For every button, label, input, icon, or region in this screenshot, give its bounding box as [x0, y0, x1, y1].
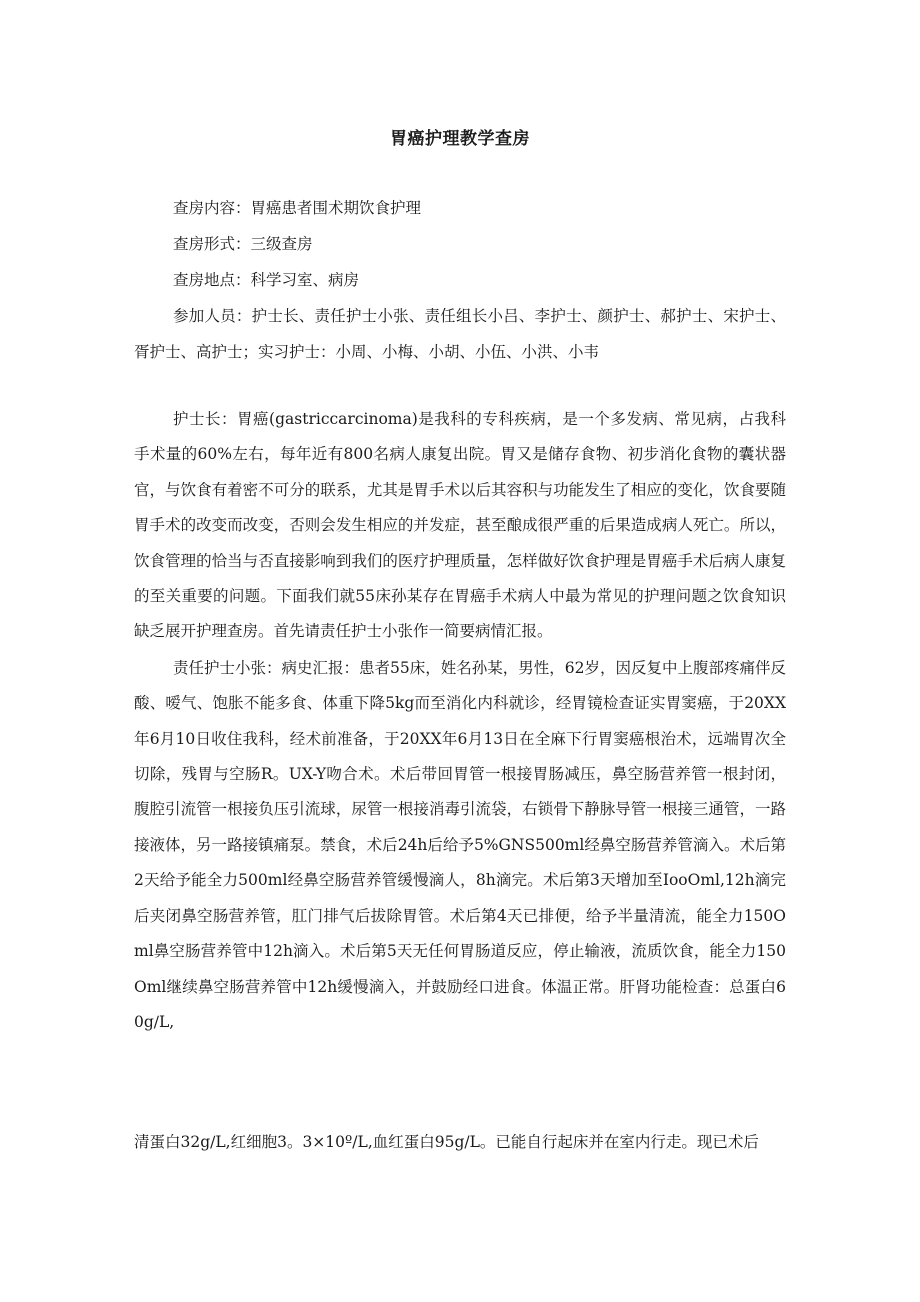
meta-value: 胃癌患者围术期饮食护理: [250, 199, 422, 217]
case-report-paragraph: 责任护士小张：病史汇报：患者55床，姓名孙某，男性，62岁，因反复中上腹部疼痛伴反酸、嗳气、饱胀不能多食、体重下降5kg而至消化内科就诊，经胃镜检查证实胃窦癌，于20XX年6月10日收住我科，经术前准备，于20XX年6月13日在全麻下行胃窦癌根治术，远端胃次全切除，残胃与空肠R。UX-Y吻合术。术后带回胃管一根接胃肠减压，鼻空肠营养管一根封闭，腹腔引流管一根接负压引流球，尿管一根接消毒引流袋，右锁骨下静脉导管一根接三通管，一路接液体，另一路接镇痛泵。禁食，术后24h后给予5%GNS500ml经鼻空肠营养管滴入。术后第2天给予能全力500ml经鼻空肠营养管缓慢滴人，8h滴完。术后第3天增加至IooOml,12h滴完后夹闭鼻空肠营养管，肛门排气后拔除胃管。术后第4天已排便，给予半量清流，能全力150Oml鼻空肠营养管中12h滴入。术后第5天无任何胃肠道反应，停止输液，流质饮食，能全力150Oml继续鼻空肠营养管中12h缓慢滴入，并鼓励经口进食。体温正常。肝肾功能检查：总蛋白60g∕L,: [134, 658, 786, 1031]
participants-list: 护士长、责任护士小张、责任组长小吕、李护士、颜护士、郝护士、宋护士、胥护士、高护士；实习护士：小周、小梅、小胡、小伍、小洪、小韦: [134, 307, 786, 361]
continuation-line: 清蛋白32g∕L,红细胞3。3×10º/L,血红蛋白95g/L。已能自行起床并在室内行走。现已术后: [134, 1133, 759, 1151]
meta-value: 科学习室、病房: [250, 271, 360, 289]
participants-label: 参加人员：: [173, 307, 252, 325]
meta-row-format: [134, 226, 786, 262]
head-nurse-paragraph: 护士长：胃癌(gastriccarcinoma)是我科的专科疾病，是一个多发病、常见病，占我科手术量的60%左右，每年近有800名病人康复出院。胃又是储存食物、初步消化食物的囊状器官，与饮食有着密不可分的联系，尤其是胃手术以后其容积与功能发生了相应的变化，饮食要随胃手术的改变而改变，否则会发生相应的并发症，甚至酿成很严重的后果造成病人死亡。所以，饮食管理的恰当与否直接影响到我们的医疗护理质量，怎样做好饮食护理是胃癌手术后病人康复的至关重要的问题。下面我们就55床孙某存在胃癌手术病人中最为常见的护理问题之饮食知识缺乏展开护理查房。首先请责任护士小张作一简要病情汇报。: [134, 410, 786, 641]
meta-row-location: [134, 262, 786, 298]
rounds-info: [134, 190, 786, 370]
document-title: 胃癌护理教学查房: [390, 129, 530, 149]
meta-label: 查房内容：: [173, 199, 251, 217]
meta-label: 查房形式：: [173, 235, 251, 253]
participants-paragraph: [134, 298, 786, 370]
meta-label: 查房地点：: [173, 271, 251, 289]
meta-row-content: [134, 190, 786, 226]
meta-value: 三级查房: [250, 235, 313, 253]
body-text: [134, 402, 786, 1040]
